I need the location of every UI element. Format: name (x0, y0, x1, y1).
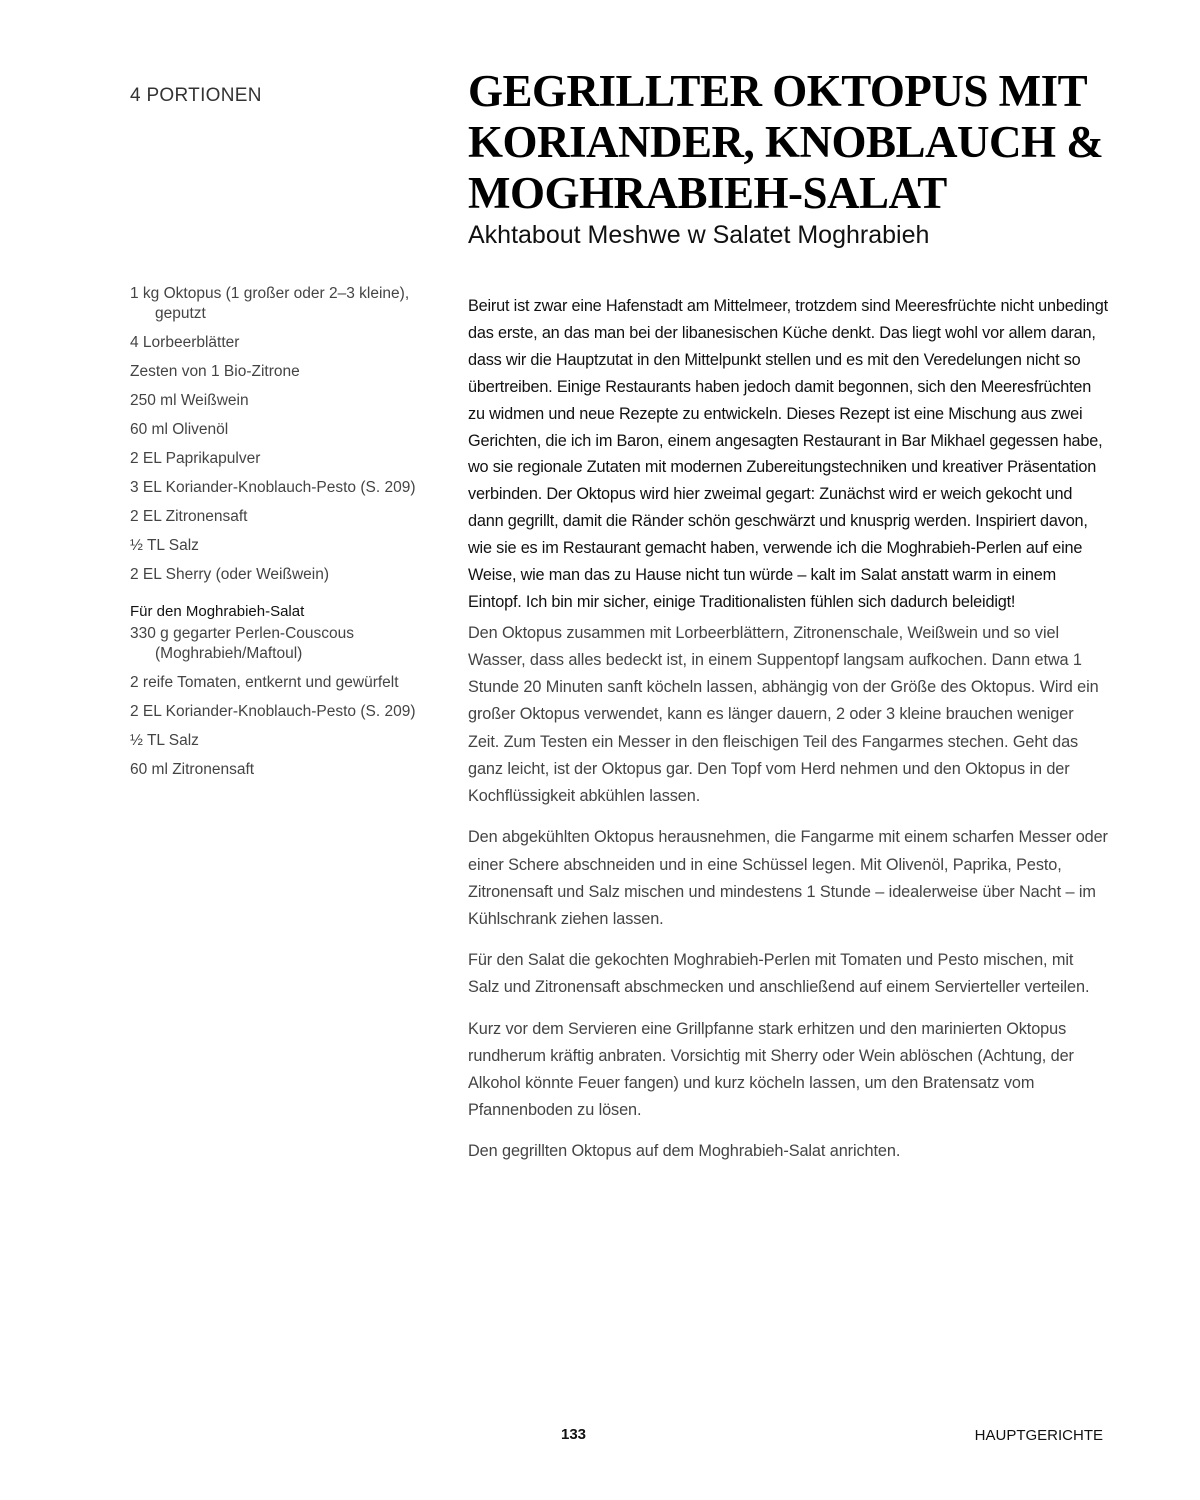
intro-paragraph: Beirut ist zwar eine Hafenstadt am Mittelmeer, trotzdem sind Meeresfrüchte nicht unbedingt das erste, an das man bei der libanesischen Küche denkt. Das liegt wohl vor allem daran, dass wir die Hauptzutat in den Mittelpunkt stellen und es mit den Veredelungen nicht so übertreiben. Einige Restaurants haben jedoch damit begonnen, sich den Meeresfrüchten zu widmen und neue Rezepte zu entwickeln. Dieses Rezept ist eine Mischung aus zwei Gerichten, die ich im Baron, einem angesagten Restaurant in Bar Mikhael gegessen habe, wo sie regionale Zutaten mit modernen Zubereitungstechniken und kreativer Präsentation verbinden. Der Oktopus wird hier zweimal gegart: Zunächst wird er weich gekocht und dann gegrillt, damit die Ränder schön geschwärzt und knusprig werden. Inspiriert davon, wie sie es im Restaurant gemacht haben, verwende ich die Moghrabieh-Perlen auf eine Weise, wie man das zu Hause nicht tun würde – kalt im Salat anstatt warm in einem Eintopf. Ich bin mir sicher, einige Traditionalisten fühlen sich dadurch beleidigt! (468, 297, 1108, 611)
section-name: HAUPTGERICHTE (974, 1427, 1103, 1444)
salad-ingredient: ½ TL Salz (130, 732, 199, 749)
salad-ingredient: 330 g gegarter Perlen-Couscous (Moghrabieh/Maftoul) (130, 625, 355, 662)
ingredient: Zesten von 1 Bio-Zitrone (130, 363, 300, 380)
step-paragraph: Den gegrillten Oktopus auf dem Moghrabieh-Salat anrichten. (468, 1142, 901, 1161)
ingredient: 4 Lorbeerblätter (130, 334, 240, 351)
ingredient: 2 EL Sherry (oder Weißwein) (130, 566, 329, 583)
servings: 4 PORTIONEN (130, 85, 262, 106)
recipe-column (468, 66, 1168, 1180)
salad-ingredient: 2 EL Koriander-Knoblauch-Pesto (S. 209) (130, 703, 416, 720)
salad-heading: Für den Moghrabieh-Salat (130, 603, 305, 620)
ingredient: 2 EL Zitronensaft (130, 508, 248, 525)
salad-ingredient: 60 ml Zitronensaft (130, 761, 255, 778)
step-paragraph: Den Oktopus zusammen mit Lorbeerblättern, Zitronenschale, Weißwein und so viel Wasser, dass alles bedeckt ist, in einem Suppentopf langsam aufkochen. Dann etwa 1 Stunde 20 Minuten sanft köcheln lassen, abhängig von der Größe des Oktopus. Wird ein großer Oktopus verwendet, kann es länger dauern, 2 oder 3 kleine brauchen weniger Zeit. Zum Testen ein Messer in den fleischigen Teil des Fangarmes stechen. Geht das ganz leicht, ist der Oktopus gar. Den Topf vom Herd nehmen und den Oktopus in der Kochflüssigkeit abkühlen lassen. (468, 623, 1099, 806)
ingredient: ½ TL Salz (130, 537, 199, 554)
recipe-title: GEGRILLTER OKTOPUS MIT KORIANDER, KNOBLAUCH & MOGHRABIEH-SALAT (468, 66, 1104, 218)
ingredient: 1 kg Oktopus (1 großer oder 2–3 kleine), geputzt (130, 285, 410, 322)
ingredient: 2 EL Paprikapulver (130, 450, 261, 467)
step-paragraph: Kurz vor dem Servieren eine Grillpfanne stark erhitzen und den marinierten Oktopus rundherum kräftig anbraten. Vorsichtig mit Sherry oder Wein ablöschen (Achtung, der Alkohol könnte Feuer fangen) und kurz köcheln lassen, um den Bratensatz vom Pfannenboden zu lösen. (468, 1019, 1074, 1120)
step-paragraph: Den abgekühlten Oktopus herausnehmen, die Fangarme mit einem scharfen Messer oder einer Schere abschneiden und in eine Schüssel legen. Mit Olivenöl, Paprika, Pesto, Zitronensaft und Salz mischen und mindestens 1 Stunde – idealerweise über Nacht – im Kühlschrank ziehen lassen. (468, 828, 1108, 928)
ingredient: 3 EL Koriander-Knoblauch-Pesto (S. 209) (130, 479, 416, 496)
ingredient: 60 ml Olivenöl (130, 421, 229, 438)
recipe-body (468, 293, 1108, 1166)
recipe-subtitle: Akhtabout Meshwe w Salatet Moghrabieh (468, 221, 930, 249)
page-number: 133 (561, 1426, 587, 1443)
salad-ingredient: 2 reife Tomaten, entkernt und gewürfelt (130, 674, 399, 691)
ingredient: 250 ml Weißwein (130, 392, 249, 409)
step-paragraph: Für den Salat die gekochten Moghrabieh-Perlen mit Tomaten und Pesto mischen, mit Salz und Zitronensaft abschmecken und anschließend auf einem Servierteller verteilen. (468, 951, 1090, 997)
ingredients-list (130, 284, 450, 789)
